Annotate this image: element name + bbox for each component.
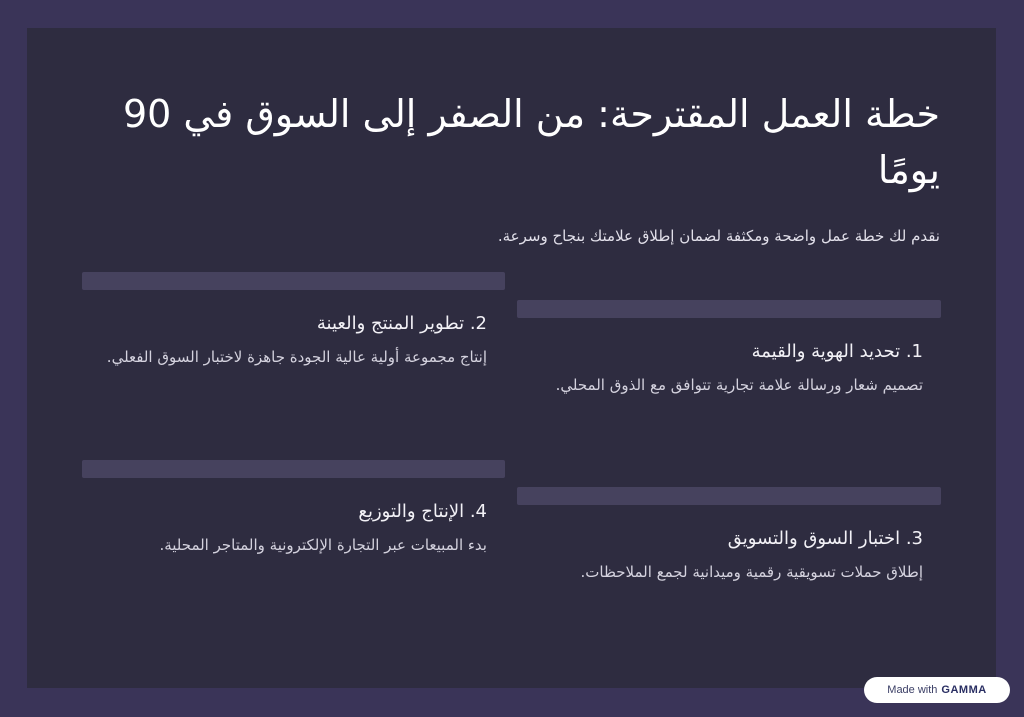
step-title: 3. اختبار السوق والتسويق bbox=[727, 528, 923, 549]
step-card-1 bbox=[517, 300, 941, 400]
step-description: بدء المبيعات عبر التجارة الإلكترونية والمتاجر المحلية. bbox=[159, 536, 487, 554]
gamma-logo: GAMMA bbox=[941, 684, 987, 696]
slide-subtitle: نقدم لك خطة عمل واضحة ومكثفة لضمان إطلاق علامتك بنجاح وسرعة. bbox=[497, 227, 940, 245]
step-description: تصميم شعار ورسالة علامة تجارية تتوافق مع الذوق المحلي. bbox=[555, 376, 923, 394]
step-bar bbox=[517, 300, 941, 318]
step-description: إطلاق حملات تسويقية رقمية وميدانية لجمع الملاحظات. bbox=[580, 563, 923, 581]
step-description: إنتاج مجموعة أولية عالية الجودة جاهزة لاختبار السوق الفعلي. bbox=[106, 348, 487, 366]
step-card-4 bbox=[82, 460, 505, 560]
step-title: 2. تطوير المنتج والعينة bbox=[316, 313, 487, 334]
step-bar bbox=[517, 487, 941, 505]
step-card-3 bbox=[517, 487, 941, 587]
badge-prefix: Made with bbox=[887, 684, 938, 696]
step-title: 4. الإنتاج والتوزيع bbox=[358, 501, 487, 522]
step-bar bbox=[82, 272, 505, 290]
made-with-gamma-badge[interactable] bbox=[864, 677, 1010, 703]
step-bar bbox=[82, 460, 505, 478]
step-title: 1. تحديد الهوية والقيمة bbox=[751, 341, 923, 362]
slide-title: خطة العمل المقترحة: من الصفر إلى السوق في 90 يومًا bbox=[122, 92, 940, 192]
step-card-2 bbox=[82, 272, 505, 372]
